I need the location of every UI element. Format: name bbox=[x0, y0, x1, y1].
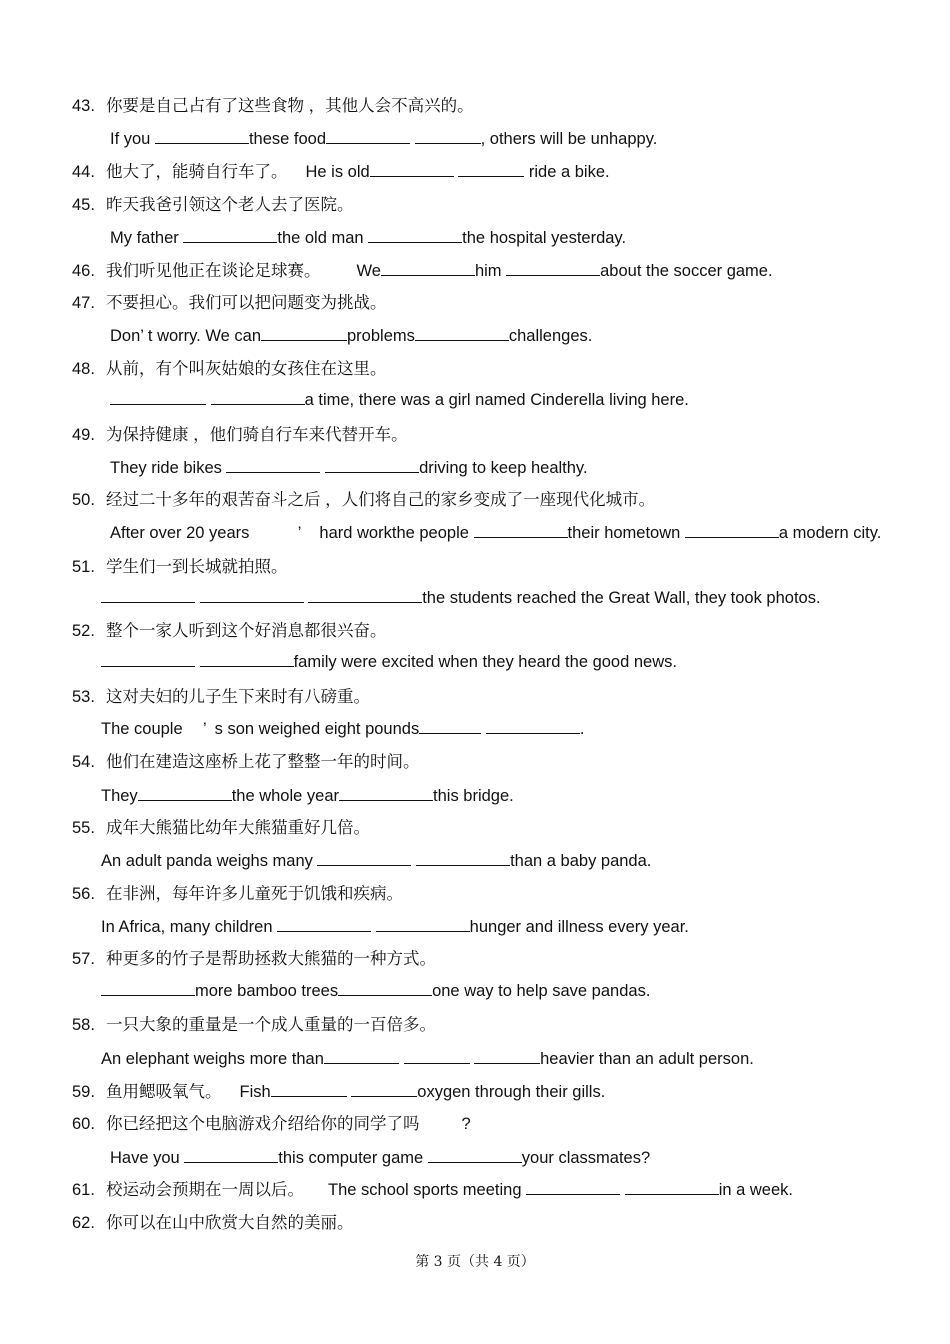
answer-blank[interactable] bbox=[308, 588, 422, 603]
answer-blank[interactable] bbox=[138, 786, 232, 801]
answer-blank[interactable] bbox=[226, 458, 320, 473]
question-56-prompt bbox=[72, 884, 403, 904]
answer-blank[interactable] bbox=[183, 228, 277, 243]
chinese-prompt: 学生们一到长城就拍照。 bbox=[106, 558, 288, 576]
answer-blank[interactable] bbox=[110, 390, 206, 405]
answer-blank[interactable] bbox=[685, 523, 779, 538]
answer-text: They bbox=[101, 787, 138, 805]
answer-blank[interactable] bbox=[415, 326, 509, 341]
answer-blank[interactable] bbox=[526, 1180, 620, 1195]
question-57-answer bbox=[101, 981, 650, 1001]
answer-text: The couple bbox=[101, 720, 183, 738]
question-54-answer bbox=[101, 786, 514, 806]
answer-text: heavier than an adult person. bbox=[540, 1050, 754, 1068]
chinese-prompt: 校运动会预期在一周以后。 bbox=[106, 1181, 304, 1199]
answer-text: . bbox=[579, 720, 585, 738]
answer-text: After over 20 years bbox=[110, 524, 250, 542]
answer-blank[interactable] bbox=[317, 851, 411, 866]
chinese-prompt: 经过二十多年的艰苦奋斗之后 ，人们将自己的家乡变成了一座现代化城市。 bbox=[106, 491, 656, 509]
answer-text: this bridge. bbox=[433, 787, 514, 805]
question-51-prompt bbox=[72, 557, 288, 577]
answer-blank[interactable] bbox=[200, 652, 294, 667]
question-number: 52. bbox=[72, 622, 95, 640]
chinese-prompt: 你可以在山中欣赏大自然的美丽。 bbox=[106, 1214, 354, 1232]
answer-text: him bbox=[474, 262, 507, 280]
answer-text: , others will be unhappy. bbox=[480, 130, 658, 148]
question-45-answer bbox=[110, 228, 626, 248]
chinese-prompt: 一只大象的重量是一个成人重量的一百倍多。 bbox=[106, 1016, 436, 1034]
question-45-prompt bbox=[72, 195, 354, 215]
answer-blank[interactable] bbox=[474, 523, 568, 538]
answer-blank[interactable] bbox=[184, 1148, 278, 1163]
question-47-answer bbox=[110, 326, 592, 346]
answer-blank[interactable] bbox=[200, 588, 304, 603]
chinese-prompt: 从前，有个叫灰姑娘的女孩住在这里。 bbox=[106, 360, 387, 378]
answer-blank[interactable] bbox=[101, 652, 195, 667]
question-number: 62. bbox=[72, 1214, 95, 1232]
question-57-prompt bbox=[72, 949, 436, 969]
answer-blank[interactable] bbox=[277, 917, 371, 932]
question-number: 54. bbox=[72, 753, 95, 771]
answer-blank[interactable] bbox=[271, 1082, 347, 1097]
answer-text: ’ bbox=[297, 524, 302, 542]
answer-blank[interactable] bbox=[101, 981, 195, 996]
question-62-prompt bbox=[72, 1213, 354, 1233]
answer-text: in a week. bbox=[718, 1181, 793, 1199]
question-49-prompt bbox=[72, 425, 408, 445]
answer-blank[interactable] bbox=[155, 129, 249, 144]
question-55-answer bbox=[101, 851, 651, 871]
answer-text: My father bbox=[110, 229, 184, 247]
answer-text: hard work bbox=[319, 524, 392, 542]
answer-text: Don’ t worry. We can bbox=[110, 327, 261, 345]
question-54-prompt bbox=[72, 752, 420, 772]
chinese-prompt: 不要担心。我们可以把问题变为挑战。 bbox=[106, 294, 387, 312]
answer-blank[interactable] bbox=[338, 981, 432, 996]
answer-text: If you bbox=[110, 130, 155, 148]
question-number: 51. bbox=[72, 558, 95, 576]
answer-text: the people bbox=[391, 524, 474, 542]
question-51-answer bbox=[101, 588, 821, 608]
answer-text: family were excited when they heard the good news. bbox=[293, 653, 677, 671]
answer-text: your classmates? bbox=[521, 1149, 651, 1167]
answer-text: than a baby panda. bbox=[510, 852, 652, 870]
chinese-prompt: 整个一家人听到这个好消息都很兴奋。 bbox=[106, 622, 387, 640]
question-number: 58. bbox=[72, 1016, 95, 1034]
question-number: 47. bbox=[72, 294, 95, 312]
answer-blank[interactable] bbox=[419, 719, 481, 734]
question-60-prompt bbox=[72, 1114, 471, 1134]
chinese-prompt: 他们在建造这座桥上花了整整一年的时间。 bbox=[106, 753, 420, 771]
answer-text: a modern city. bbox=[778, 524, 882, 542]
question-number: 50. bbox=[72, 491, 95, 509]
answer-text: a time, there was a girl named Cinderella living here. bbox=[304, 391, 689, 409]
question-number: 56. bbox=[72, 885, 95, 903]
question-53-prompt bbox=[72, 687, 370, 707]
question-number: 43. bbox=[72, 97, 95, 115]
question-47-prompt bbox=[72, 293, 387, 313]
answer-blank[interactable] bbox=[625, 1180, 719, 1195]
answer-text: ’ bbox=[202, 720, 207, 738]
answer-text: They ride bikes bbox=[110, 459, 227, 477]
answer-text: An elephant weighs more than bbox=[101, 1050, 324, 1068]
answer-text: this computer game bbox=[278, 1149, 428, 1167]
answer-blank[interactable] bbox=[101, 588, 195, 603]
answer-blank[interactable] bbox=[368, 228, 462, 243]
answer-text: s son weighed eight pounds bbox=[214, 720, 420, 738]
question-55-prompt bbox=[72, 818, 370, 838]
page-footer: 第 3 页（共 4 页） bbox=[415, 1254, 535, 1270]
answer-blank[interactable] bbox=[339, 786, 433, 801]
answer-text: ride a bike. bbox=[524, 163, 610, 181]
question-number: 45. bbox=[72, 196, 95, 214]
answer-blank[interactable] bbox=[325, 458, 419, 473]
chinese-prompt: 鱼用鳃吸氧气。 bbox=[106, 1083, 222, 1101]
question-number: 48. bbox=[72, 360, 95, 378]
chinese-prompt: 你要是自己占有了这些食物 ，其他人会不高兴的。 bbox=[106, 97, 474, 115]
answer-blank[interactable] bbox=[381, 261, 475, 276]
answer-blank[interactable] bbox=[458, 162, 524, 177]
answer-text: An adult panda weighs many bbox=[101, 852, 318, 870]
answer-blank[interactable] bbox=[351, 1082, 417, 1097]
chinese-prompt: 昨天我爸引领这个老人去了医院。 bbox=[106, 196, 354, 214]
question-number: 46. bbox=[72, 262, 95, 280]
answer-text: oxygen through their gills. bbox=[417, 1083, 606, 1101]
answer-text: the whole year bbox=[231, 787, 340, 805]
answer-text: The school sports meeting bbox=[328, 1181, 527, 1199]
answer-blank[interactable] bbox=[428, 1148, 522, 1163]
answer-text: their hometown bbox=[567, 524, 685, 542]
question-59 bbox=[72, 1082, 605, 1102]
answer-text: one way to help save pandas. bbox=[432, 982, 651, 1000]
question-number: 44. bbox=[72, 163, 95, 181]
question-60-answer bbox=[110, 1148, 650, 1168]
chinese-prompt: 我们听见他正在谈论足球赛。 bbox=[106, 262, 321, 280]
answer-text: the old man bbox=[277, 229, 369, 247]
answer-text: these food bbox=[248, 130, 327, 148]
question-52-answer bbox=[101, 652, 677, 672]
answer-blank[interactable] bbox=[370, 162, 454, 177]
answer-text: We bbox=[356, 262, 381, 280]
answer-text: the hospital yesterday. bbox=[462, 229, 627, 247]
answer-blank[interactable] bbox=[376, 917, 470, 932]
chinese-prompt: 为保持健康 ，他们骑自行车来代替开车。 bbox=[106, 426, 408, 444]
answer-text: He is old bbox=[305, 163, 370, 181]
question-53-answer bbox=[101, 719, 584, 739]
question-46 bbox=[72, 261, 773, 281]
question-number: 60. bbox=[72, 1115, 95, 1133]
answer-blank[interactable] bbox=[506, 261, 600, 276]
answer-text: hunger and illness every year. bbox=[469, 918, 689, 936]
answer-text: problems bbox=[347, 327, 415, 345]
answer-text: more bamboo trees bbox=[195, 982, 339, 1000]
question-49-answer bbox=[110, 458, 588, 478]
answer-text: about the soccer game. bbox=[600, 262, 773, 280]
question-58-answer bbox=[101, 1049, 754, 1069]
question-number: 55. bbox=[72, 819, 95, 837]
question-50-prompt bbox=[72, 490, 655, 510]
chinese-prompt: 你已经把这个电脑游戏介绍给你的同学了吗 bbox=[106, 1115, 420, 1133]
answer-blank[interactable] bbox=[486, 719, 580, 734]
answer-text: driving to keep healthy. bbox=[419, 459, 588, 477]
answer-blank[interactable] bbox=[324, 1049, 399, 1064]
question-58-prompt bbox=[72, 1015, 436, 1035]
question-mark: ? bbox=[461, 1115, 471, 1133]
answer-text: In Africa, many children bbox=[101, 918, 278, 936]
answer-blank[interactable] bbox=[474, 1049, 540, 1064]
answer-blank[interactable] bbox=[415, 129, 481, 144]
question-44 bbox=[72, 162, 610, 182]
answer-blank[interactable] bbox=[211, 390, 305, 405]
question-number: 59. bbox=[72, 1083, 95, 1101]
answer-text: Fish bbox=[239, 1083, 271, 1101]
answer-blank[interactable] bbox=[404, 1049, 470, 1064]
answer-blank[interactable] bbox=[326, 129, 410, 144]
chinese-prompt: 种更多的竹子是帮助拯救大熊猫的一种方式。 bbox=[106, 950, 436, 968]
question-56-answer bbox=[101, 917, 689, 937]
chinese-prompt: 成年大熊猫比幼年大熊猫重好几倍。 bbox=[106, 819, 370, 837]
chinese-prompt: 这对夫妇的儿子生下来时有八磅重。 bbox=[106, 688, 370, 706]
answer-blank[interactable] bbox=[261, 326, 347, 341]
question-number: 61. bbox=[72, 1181, 95, 1199]
question-48-prompt bbox=[72, 359, 387, 379]
answer-text: challenges. bbox=[508, 327, 593, 345]
chinese-prompt: 他大了，能骑自行车了。 bbox=[106, 163, 288, 181]
question-43-answer bbox=[110, 129, 657, 149]
question-number: 57. bbox=[72, 950, 95, 968]
question-number: 53. bbox=[72, 688, 95, 706]
question-48-answer bbox=[110, 390, 689, 410]
question-43-prompt bbox=[72, 96, 474, 116]
question-50-answer bbox=[110, 523, 881, 543]
answer-blank[interactable] bbox=[416, 851, 510, 866]
question-number: 49. bbox=[72, 426, 95, 444]
question-52-prompt bbox=[72, 621, 387, 641]
answer-text: Have you bbox=[110, 1149, 185, 1167]
answer-text: the students reached the Great Wall, they took photos. bbox=[422, 589, 821, 607]
question-61 bbox=[72, 1180, 793, 1200]
chinese-prompt: 在非洲，每年许多儿童死于饥饿和疾病。 bbox=[106, 885, 403, 903]
